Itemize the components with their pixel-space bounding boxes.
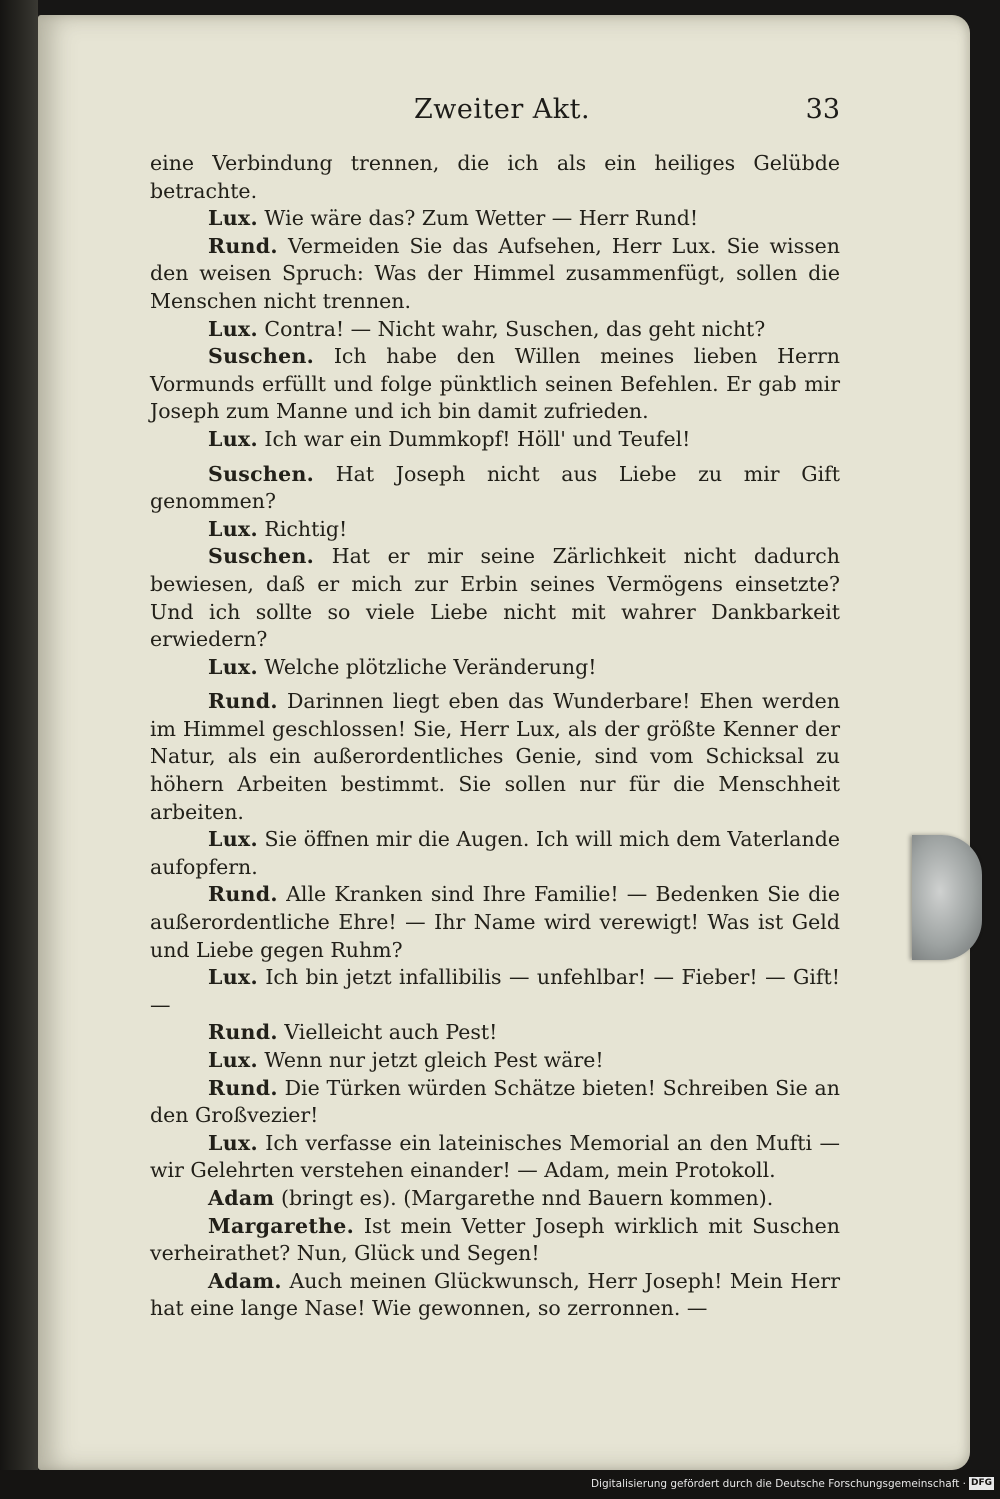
speaker-name: Lux. [208, 516, 258, 541]
speaker-name: Suschen. [208, 461, 315, 486]
dialogue-paragraph [150, 826, 840, 881]
speaker-name: Lux. [208, 654, 258, 679]
speaker-name: Rund. [208, 1075, 278, 1100]
speech-text: Wie wäre das? Zum Wetter — Herr Rund! [264, 206, 699, 231]
speech-text: Die Türken würden Schätze bieten! Schreiben Sie an den Großvezier! [150, 1075, 840, 1128]
footer-bar [0, 1470, 1000, 1499]
speaker-name: Lux. [208, 827, 258, 852]
speaker-name: Adam [208, 1185, 275, 1210]
dialogue-paragraph [150, 316, 840, 344]
dialogue-paragraph [150, 1213, 840, 1268]
speech-text: Auch meinen Glückwunsch, Herr Joseph! Mein Herr hat eine lange Nase! Wie gewonnen, so zerronnen. — [150, 1268, 840, 1321]
page-clip-tab [912, 835, 982, 960]
dialogue-paragraph [150, 343, 840, 426]
speech-text: Welche plötzliche Veränderung! [264, 654, 597, 679]
dialogue-paragraph [150, 964, 840, 1019]
dialogue-paragraph [150, 688, 840, 826]
speech-text: Ist mein Vetter Joseph wirklich mit Suschen verheirathet? Nun, Glück und Segen! [150, 1213, 840, 1266]
speaker-name: Lux. [208, 316, 258, 341]
page-header [150, 94, 840, 134]
footer-credit: Digitalisierung gefördert durch die Deutsche Forschungsgemeinschaft · [590, 1478, 966, 1490]
speech-text: eine Verbindung trennen, die ich als ein heiliges Gelübde betrachte. [150, 151, 840, 203]
speech-text: Contra! — Nicht wahr, Suschen, das geht nicht? [264, 316, 766, 341]
speech-text: Ich verfasse ein lateinisches Memorial an den Mufti — wir Gelehrten verstehen einander! — Adam, mein Protokoll. [150, 1130, 840, 1183]
dialogue-paragraph [150, 1019, 840, 1047]
speaker-name: Rund. [208, 233, 278, 258]
speaker-name: Adam. [208, 1268, 282, 1293]
dialogue-paragraph [150, 150, 840, 205]
speech-text: Hat Joseph nicht aus Liebe zu mir Gift genommen? [150, 461, 840, 514]
speech-text: Ich habe den Willen meines lieben Herrn Vormunds erfüllt und folge pünktlich seinen Befehlen. Er gab mir Joseph zum Manne und ich bin damit zufrieden. [150, 344, 840, 424]
speech-text: Hat er mir seine Zärlichkeit nicht dadurch bewiesen, daß er mich zur Erbin seines Vermögens einsetzte? Und ich sollte so viele Liebe nicht mit wahrer Dankbarkeit erwiedern? [150, 544, 840, 652]
dialogue-paragraph [150, 516, 840, 544]
speech-text: Vermeiden Sie das Aufsehen, Herr Lux. Sie wissen den weisen Spruch: Was der Himmel zusammenfügt, sollen die Menschen nicht trennen. [150, 233, 840, 313]
running-title: Zweiter Akt. [414, 94, 591, 125]
dialogue-paragraph [150, 461, 840, 516]
dialogue-paragraph [150, 205, 840, 233]
dialogue-paragraph [150, 1185, 840, 1213]
speaker-name: Rund. [208, 882, 278, 907]
page-number: 33 [805, 94, 840, 125]
speech-text: Vielleicht auch Pest! [284, 1020, 498, 1045]
speaker-name: Margarethe. [208, 1213, 355, 1238]
speech-text: Ich war ein Dummkopf! Höll' und Teufel! [264, 426, 691, 451]
speaker-name: Suschen. [208, 544, 315, 569]
dialogue-paragraph [150, 543, 840, 653]
dialogue-paragraph [150, 1130, 840, 1185]
dialogue-paragraph [150, 654, 840, 682]
dialogue-paragraph [150, 233, 840, 316]
dialogue-paragraph [150, 426, 840, 454]
dfg-logo: DFG [970, 1478, 992, 1488]
speaker-name: Rund. [208, 689, 278, 714]
speech-text: Wenn nur jetzt gleich Pest wäre! [264, 1048, 604, 1072]
speaker-name: Suschen. [208, 344, 315, 369]
dialogue-paragraph [150, 881, 840, 964]
speech-text: Richtig! [264, 516, 348, 541]
speech-text: Alle Kranken sind Ihre Familie! — Bedenken Sie die außerordentliche Ehre! — Ihr Name wird verewigt! Was ist Geld und Liebe gegen Ruhm? [150, 882, 840, 962]
dialogue-paragraph [150, 1268, 840, 1323]
speaker-name: Rund. [208, 1020, 278, 1045]
speaker-name: Lux. [208, 1130, 258, 1155]
speech-text: Ich bin jetzt infallibilis — unfehlbar! — Fieber! — Gift! — [150, 965, 840, 1017]
dialogue-paragraph [150, 1047, 840, 1075]
book-binding-edge [0, 0, 38, 1499]
speaker-name: Lux. [208, 1048, 258, 1072]
dialogue-paragraph [150, 1075, 840, 1130]
speaker-name: Lux. [208, 426, 258, 451]
speaker-name: Lux. [208, 965, 258, 990]
speaker-name: Lux. [208, 206, 258, 231]
play-text [150, 150, 840, 1323]
speech-text: Darinnen liegt eben das Wunderbare! Ehen werden im Himmel geschlossen! Sie, Herr Lux, als der größte Kenner der Natur, als ein außerordentliches Genie, sind vom Schicksal zu höhern Arbeiten bestimmt. Sie sollen nur für die Menschheit arbeiten. [150, 689, 840, 824]
speech-text: (bringt es). (Margarethe nnd Bauern kommen). [280, 1185, 774, 1210]
speech-text: Sie öffnen mir die Augen. Ich will mich dem Vaterlande aufopfern. [150, 827, 840, 879]
